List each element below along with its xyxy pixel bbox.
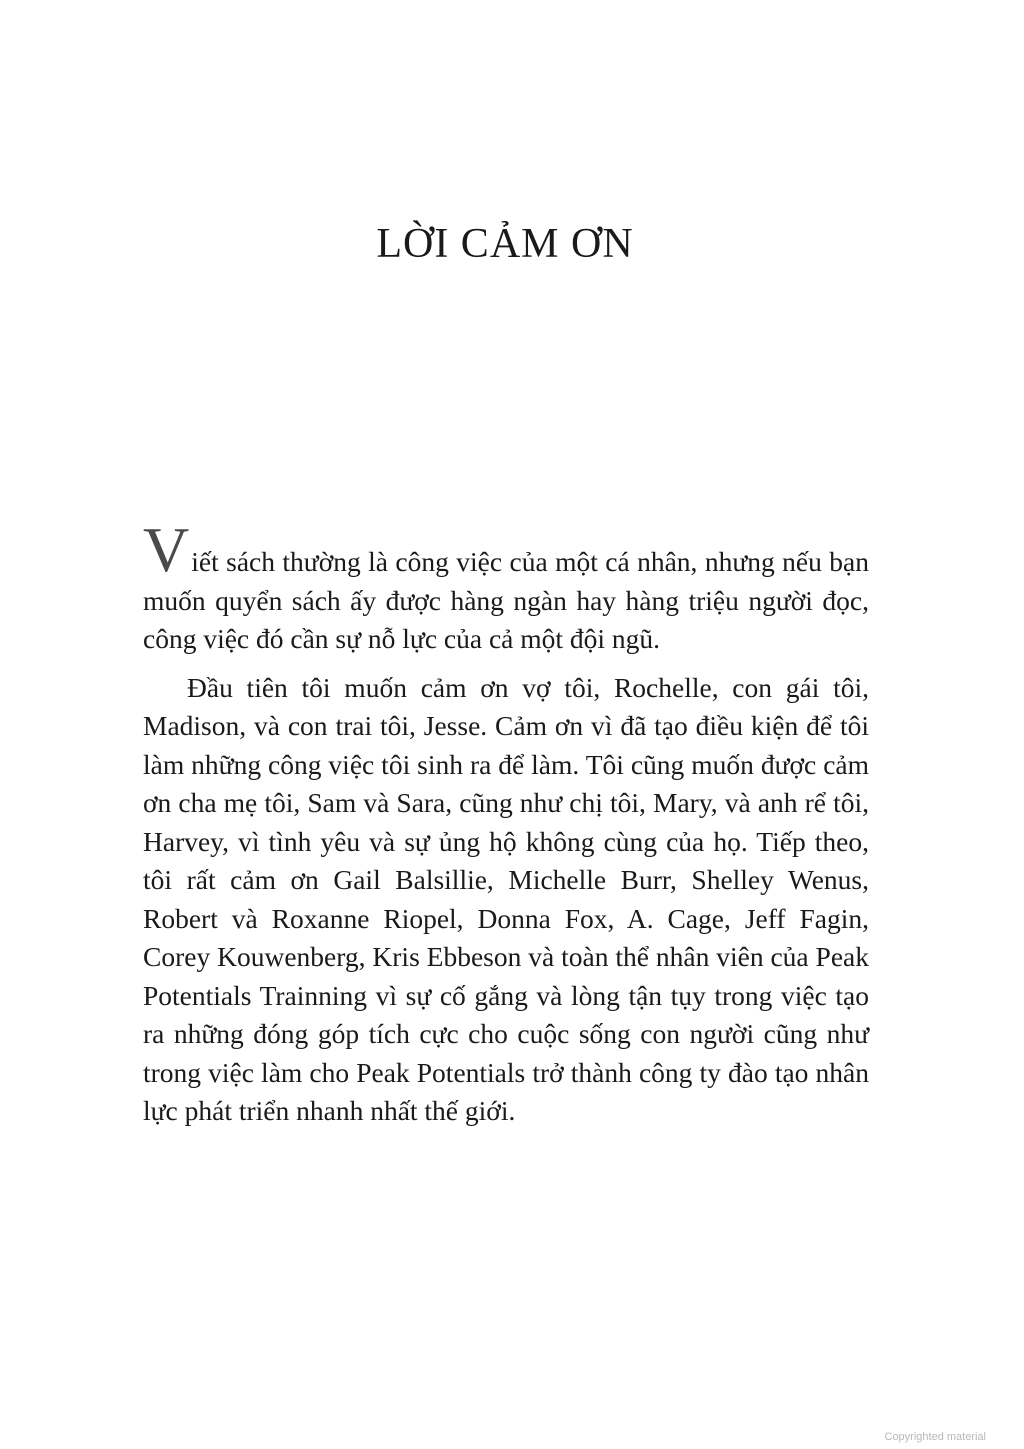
page-title: LỜI CẢM ƠN bbox=[376, 221, 634, 267]
drop-cap-letter: V bbox=[143, 514, 190, 585]
copyright-watermark: Copyrighted material bbox=[884, 1431, 986, 1443]
paragraph-acknowledgements: Đầu tiên tôi muốn cảm ơn vợ tôi, Rochelle, con gái tôi, Madison, và con trai tôi, Jesse. Cảm ơn vì đã tạo điều kiện để tôi làm những công việc tôi sinh ra để làm. Tôi cũng muốn được cảm ơn cha mẹ tôi, Sam và Sara, cũng như chị tôi, Mary, và anh rể tôi, Harvey, vì tình yêu và sự ủng hộ không cùng của họ. Tiếp theo, tôi rất cảm ơn Gail Balsillie, Michelle Burr, Shelley Wenus, Robert và Roxanne Riopel, Donna Fox, A. Cage, Jeff Fagin, Corey Kouwenberg, Kris Ebbeson và toàn thể nhân viên của Peak Potentials Trainning vì sự cố gắng và lòng tận tụy trong việc tạo ra những đóng góp tích cực cho cuộc sống con người cũng như trong việc làm cho Peak Potentials trở thành công ty đào tạo nhân lực phát triển nhanh nhất thế giới. bbox=[143, 671, 869, 1126]
paragraph-intro-text: iết sách thường là công việc của một cá nhân, nhưng nếu bạn muốn quyển sách ấy được hàng ngàn hay hàng triệu người đọc, công việc đó cần sự nỗ lực của cả một đội ngũ. bbox=[143, 546, 869, 654]
body-text bbox=[143, 514, 869, 1141]
paragraph-intro bbox=[143, 514, 869, 659]
